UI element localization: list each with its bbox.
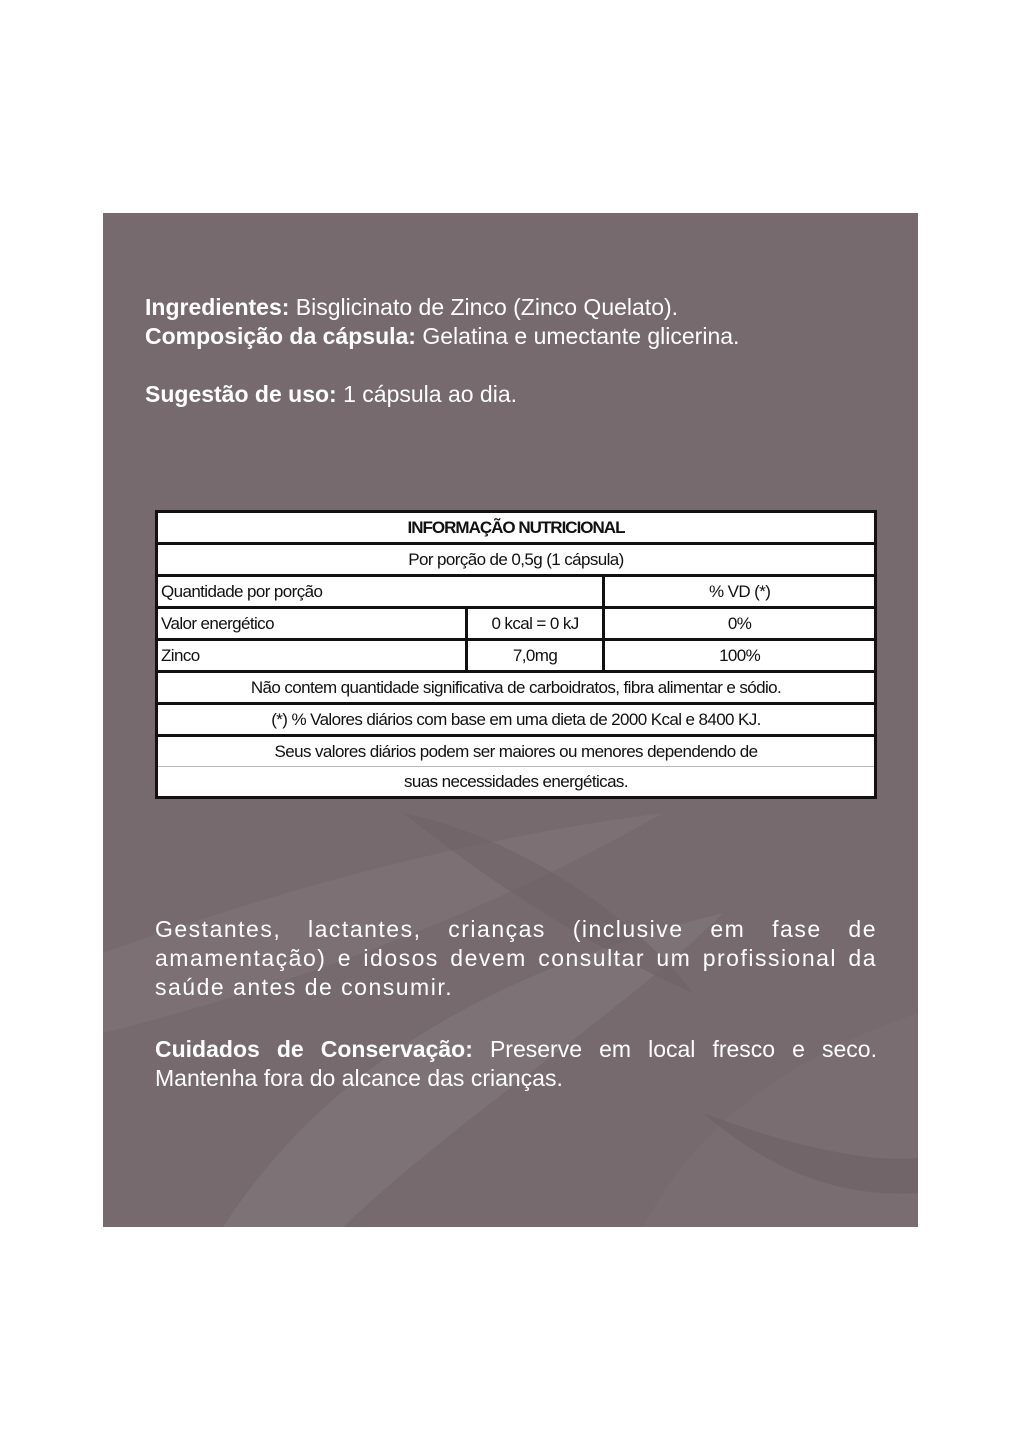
row-vd: 0%: [604, 608, 876, 640]
header-quantity: Quantidade por porção: [157, 576, 604, 608]
header-vd: % VD (*): [604, 576, 876, 608]
table-note-row: [157, 672, 876, 704]
note-daily-1: Seus valores diários podem ser maiores ou menores dependendo de: [157, 736, 876, 767]
table-title: INFORMAÇÃO NUTRICIONAL: [157, 512, 876, 544]
conservation-text: Preserve em local fresco e seco. Mantenha fora do alcance das crianças.: [155, 1036, 877, 1091]
table-note-row: [157, 704, 876, 736]
table-note-row: [157, 767, 876, 798]
row-name: Zinco: [157, 640, 467, 672]
capsule-line: [145, 322, 885, 351]
row-vd: 100%: [604, 640, 876, 672]
note-daily-2: suas necessidades energéticas.: [157, 767, 876, 798]
capsule-text: Gelatina e umectante glicerina.: [415, 323, 740, 349]
usage-text: 1 cápsula ao dia.: [336, 381, 517, 407]
nutrition-table: [155, 510, 877, 799]
row-amount: 7,0mg: [466, 640, 603, 672]
label-panel: [103, 213, 918, 1227]
ingredients-section: [145, 293, 885, 351]
table-header-row: [157, 576, 876, 608]
usage-label: Sugestão de uso:: [145, 381, 337, 407]
row-amount: 0 kcal = 0 kJ: [466, 608, 603, 640]
note-no-content: Não contem quantidade significativa de carboidratos, fibra alimentar e sódio.: [157, 672, 876, 704]
table-row: [157, 640, 876, 672]
conservation-section: [155, 1035, 877, 1093]
table-row: [157, 608, 876, 640]
capsule-label: Composição da cápsula:: [145, 323, 416, 349]
table-portion: Por porção de 0,5g (1 cápsula): [157, 544, 876, 576]
table-portion-row: [157, 544, 876, 576]
table-note-row: [157, 736, 876, 767]
ingredients-text: Bisglicinato de Zinco (Zinco Quelato).: [289, 294, 679, 320]
conservation-label: Cuidados de Conservação:: [155, 1036, 473, 1062]
usage-section: [145, 380, 885, 409]
note-vd: (*) % Valores diários com base em uma dieta de 2000 Kcal e 8400 KJ.: [157, 704, 876, 736]
row-name: Valor energético: [157, 608, 467, 640]
ingredients-line: [145, 293, 885, 322]
ingredients-label: Ingredientes:: [145, 294, 290, 320]
table-title-row: [157, 512, 876, 544]
warning-text: Gestantes, lactantes, crianças (inclusive em fase de amamentação) e idosos devem consultar um profissional da saúde antes de consumir.: [155, 916, 877, 1000]
